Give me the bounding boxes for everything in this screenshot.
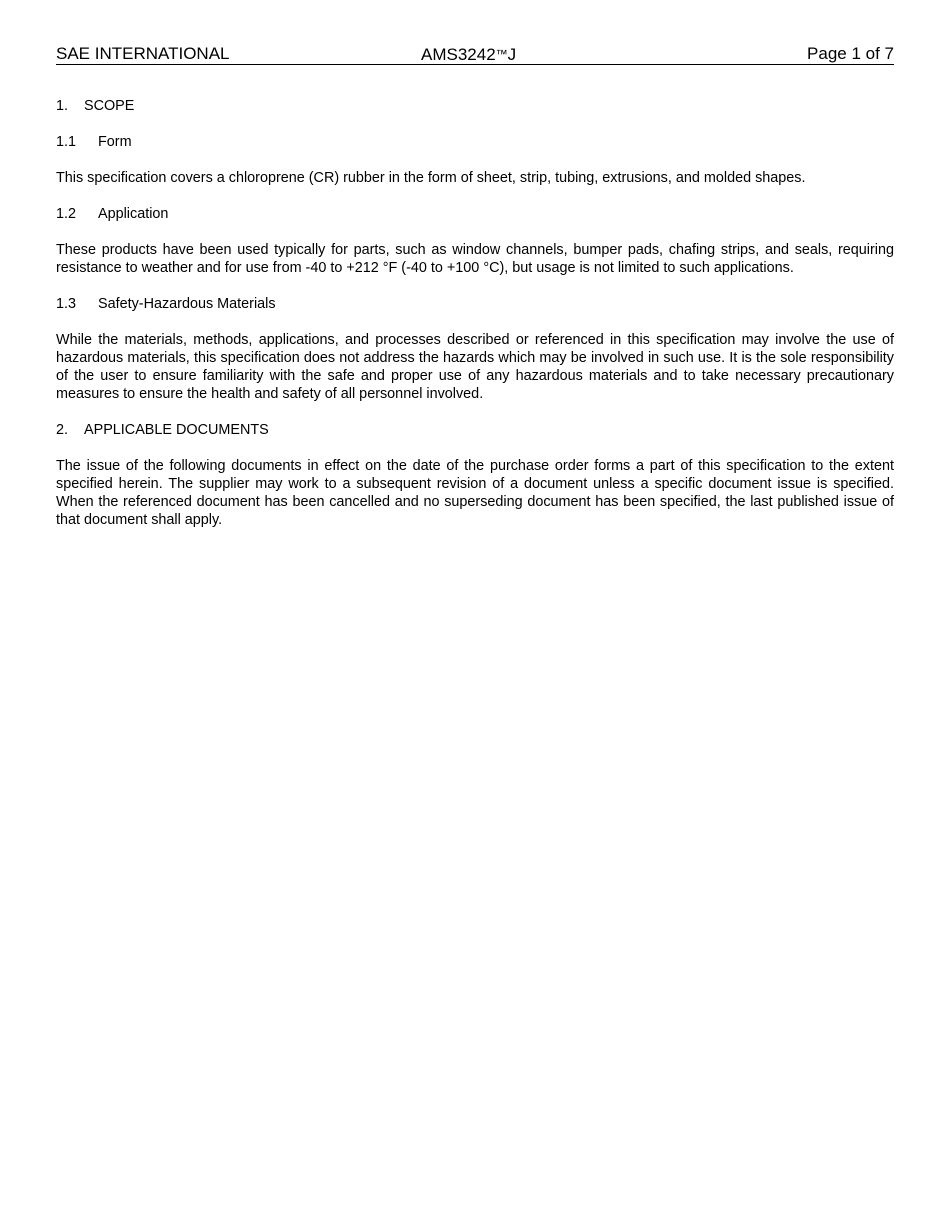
document-revision: J xyxy=(507,45,517,64)
page-number: Page 1 of 7 xyxy=(807,44,894,63)
section-heading-scope xyxy=(56,97,894,115)
paragraph-applicable-documents: The issue of the following documents in effect on the date of the purchase order forms a part of this specification to the extent specified herein. The supplier may work to a subsequent revision of a document unless a specific document issue is specified. When the referenced document has been cancelled and no superseding document has been specified, the last published issue of that document shall apply. xyxy=(56,458,894,528)
section-title: Form xyxy=(98,134,132,150)
section-title: APPLICABLE DOCUMENTS xyxy=(84,422,269,438)
section-title: SCOPE xyxy=(84,98,135,114)
section-title: Application xyxy=(98,206,169,222)
section-heading-safety xyxy=(56,295,894,313)
section-number: 1.3 xyxy=(56,296,77,312)
document-number-base: AMS3242 xyxy=(421,45,496,64)
paragraph-application: These products have been used typically for parts, such as window channels, bumper pads, chafing strips, and seals, requiring resistance to weather and for use from -40 to +212 °F (-40 to +100 °C), but usage is not limited to such applications. xyxy=(56,242,894,276)
section-number: 1.1 xyxy=(56,134,77,150)
section-heading-application xyxy=(56,205,894,223)
paragraph-form: This specification covers a chloroprene (CR) rubber in the form of sheet, strip, tubing, extrusions, and molded shapes. xyxy=(56,170,806,186)
section-heading-form xyxy=(56,133,894,151)
document-number xyxy=(421,44,516,65)
section-title: Safety-Hazardous Materials xyxy=(98,296,276,312)
section-number: 2. xyxy=(56,422,69,438)
trademark-symbol: ™ xyxy=(495,47,508,61)
section-number: 1. xyxy=(56,98,69,114)
section-number: 1.2 xyxy=(56,206,77,222)
document-body xyxy=(56,97,894,529)
section-heading-applicable-documents xyxy=(56,421,894,439)
paragraph-safety: While the materials, methods, applications, and processes described or referenced in this specification may involve the use of hazardous materials, this specification does not address the hazards which may be involved in such use. It is the sole responsibility of the user to ensure familiarity with the safe and proper use of any hazardous materials and to take necessary precautionary measures to ensure the health and safety of all personnel involved. xyxy=(56,332,894,402)
publisher-name: SAE INTERNATIONAL xyxy=(56,44,230,63)
page-header xyxy=(56,44,894,65)
